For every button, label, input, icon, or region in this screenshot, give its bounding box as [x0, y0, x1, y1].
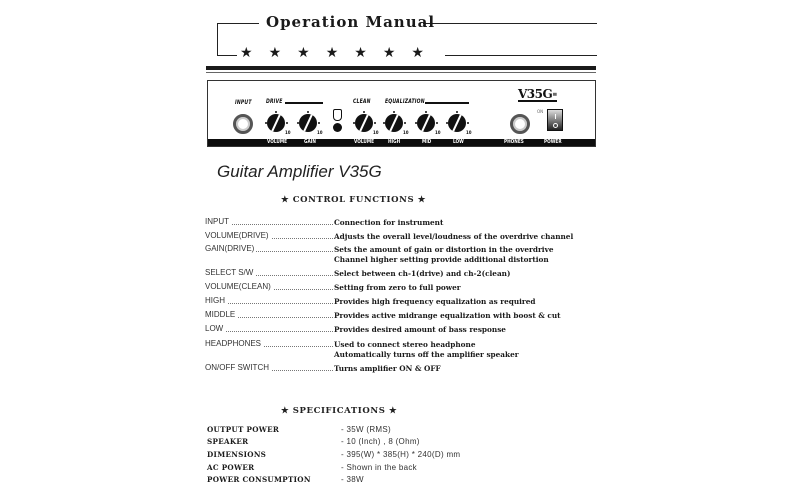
bracket-line — [217, 23, 259, 24]
star-icon: ★ — [411, 45, 424, 61]
control-row: HIGH Provides high frequency equalization as required — [205, 296, 536, 306]
bottom-label: POWER — [544, 139, 562, 145]
control-row: GAIN(DRIVE) Sets the amount of gain or distortion in the overdrive Channel higher setting provide additional distortion — [205, 244, 554, 264]
clean-volume-knob-icon: 10 — [353, 111, 375, 135]
divider — [206, 66, 596, 70]
amp-front-panel — [207, 80, 596, 147]
control-row: SELECT S/W Select between ch-1(drive) and ch-2(clean) — [205, 268, 511, 278]
control-row: VOLUME(DRIVE) Adjusts the overall level/loudness of the overdrive channel — [205, 231, 574, 241]
star-icon: ★ — [297, 45, 310, 61]
control-row: MIDDLE Provides active midrange equalization with boost & cut — [205, 310, 561, 320]
bracket-line — [445, 55, 597, 56]
control-row: HEADPHONES Used to connect stereo headphone Automatically turns off the amplifier speaker — [205, 339, 519, 359]
bracket-line — [217, 55, 237, 56]
spec-row: DIMENSIONS - 395(W) * 385(H) * 240(D) mm — [207, 450, 461, 459]
star-icon: ★ — [268, 45, 282, 61]
power-switch-icon — [547, 109, 563, 131]
manual-header — [217, 10, 597, 61]
star-icon: ★ — [325, 45, 339, 61]
low-knob-icon: 10 — [446, 111, 468, 135]
product-title: Guitar Amplifier V35G — [217, 162, 382, 181]
drive-underline — [285, 102, 323, 104]
model-logo: V35G≡ — [518, 87, 557, 101]
control-row: INPUT Connection for instrument — [205, 217, 444, 227]
specifications-heading: ★ SPECIFICATIONS ★ — [281, 406, 398, 416]
control-row: VOLUME(CLEAN) Setting from zero to full power — [205, 282, 461, 292]
equalization-underline — [425, 102, 469, 104]
clean-label: CLEAN — [353, 98, 371, 105]
bottom-label: MID — [422, 139, 432, 145]
control-row: ON/OFF SWITCH Turns amplifier ON & OFF — [205, 363, 441, 373]
bottom-label: GAIN — [304, 139, 316, 145]
star-icon: ★ — [382, 45, 396, 61]
on-label: ON — [537, 109, 544, 114]
input-jack-icon — [233, 114, 253, 134]
input-label: INPUT — [235, 99, 252, 106]
spec-row: AC POWER - Shown in the back — [207, 463, 417, 472]
high-knob-icon: 10 — [383, 111, 405, 135]
control-functions-heading: ★ CONTROL FUNCTIONS ★ — [281, 195, 427, 205]
manual-title: Operation Manual — [266, 13, 436, 31]
control-row: LOW Provides desired amount of bass response — [205, 324, 506, 334]
bottom-label: VOLUME — [267, 139, 287, 145]
mid-knob-icon: 10 — [415, 111, 437, 135]
spec-row: SPEAKER - 10 (Inch) , 8 (Ohm) — [207, 437, 420, 446]
star-icon: ★ — [240, 45, 253, 61]
drive-volume-knob-icon: 10 — [265, 111, 287, 135]
select-switch-icon — [333, 109, 342, 133]
spec-row: OUTPUT POWER - 35W (RMS) — [207, 425, 391, 434]
drive-label: DRIVE — [266, 98, 283, 105]
spec-row: POWER CONSUMPTION - 38W — [207, 475, 364, 484]
star-icon: ★ — [354, 45, 367, 61]
equalization-label: EQUALIZATION — [385, 98, 425, 105]
bracket-line — [217, 23, 218, 55]
bottom-label: HIGH — [388, 139, 401, 145]
divider — [206, 72, 596, 73]
star-row — [240, 46, 424, 60]
drive-gain-knob-icon: 10 — [297, 111, 319, 135]
bottom-label: VOLUME — [354, 139, 374, 145]
bottom-label: PHONES — [504, 139, 524, 145]
bottom-label: LOW — [453, 139, 464, 145]
bracket-line — [423, 23, 597, 24]
phones-jack-icon — [510, 114, 530, 134]
